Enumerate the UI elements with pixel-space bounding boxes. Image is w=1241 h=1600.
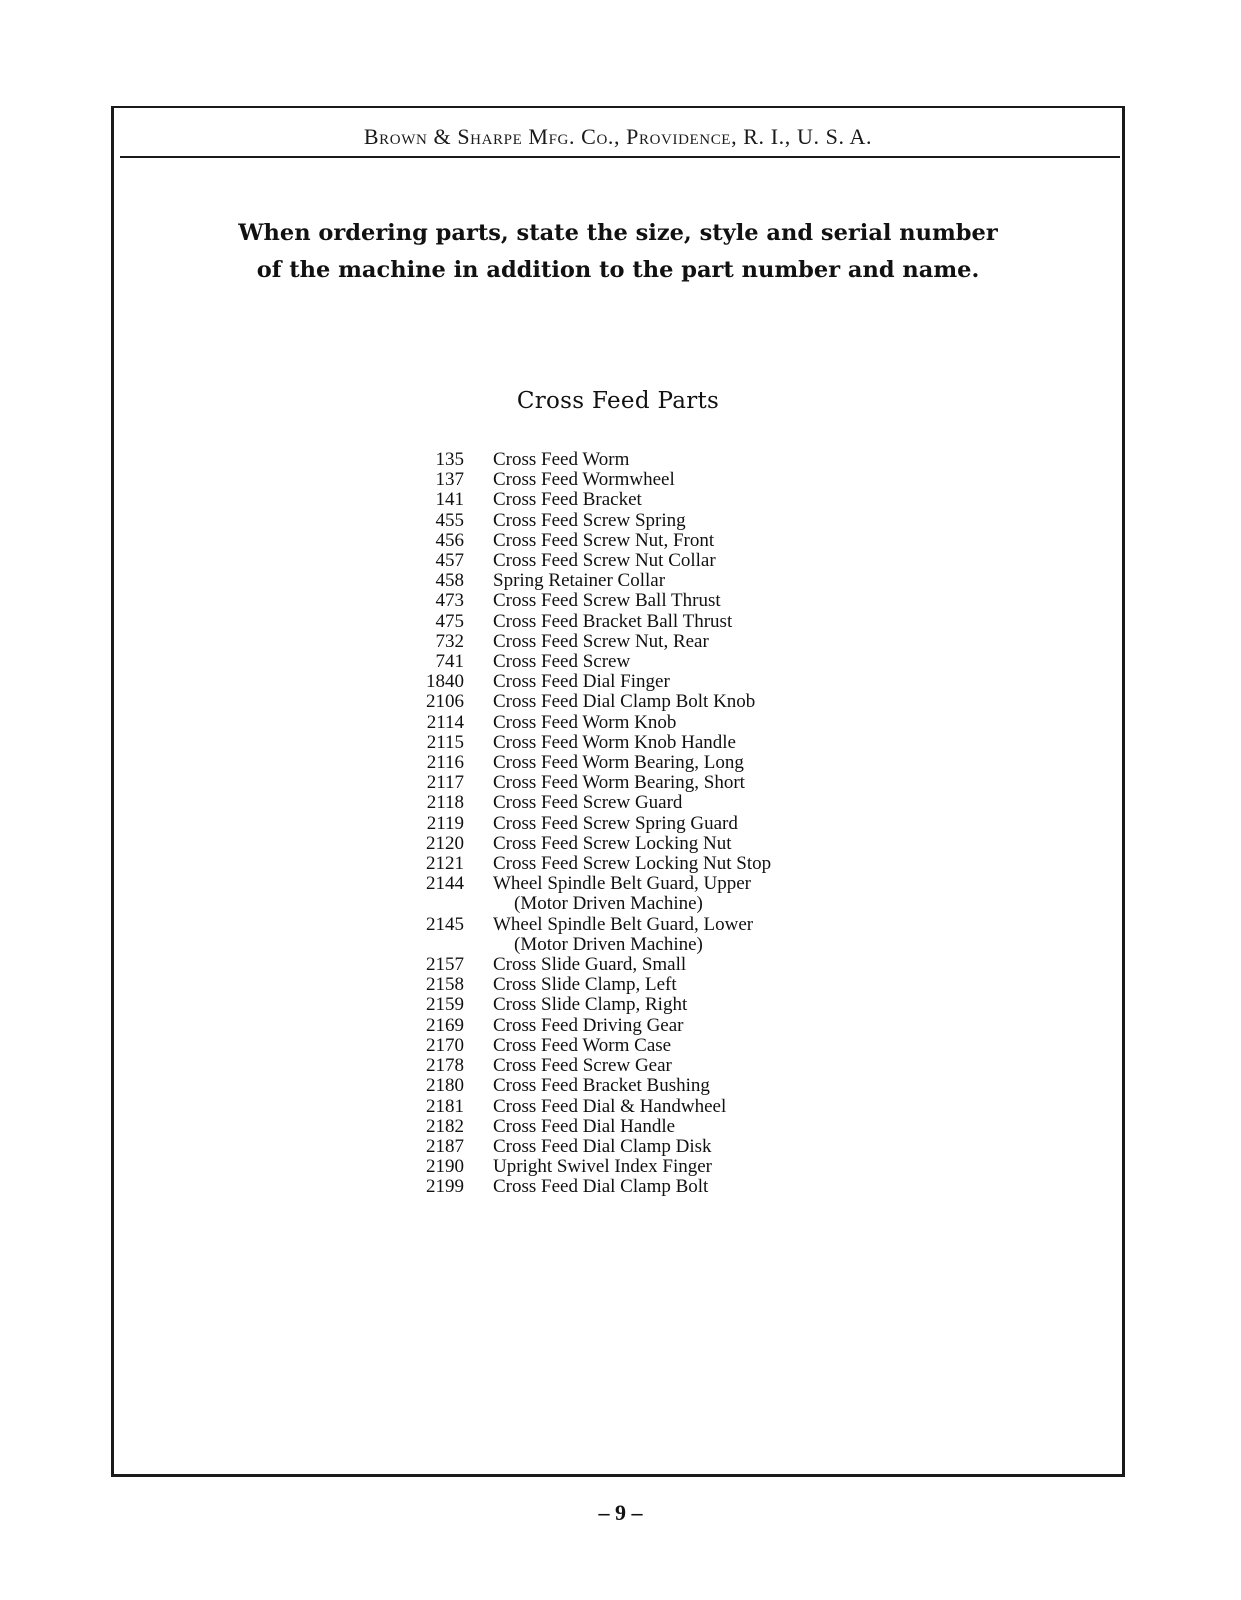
section-title: Cross Feed Parts: [516, 388, 720, 414]
part-number: 2106: [426, 691, 464, 713]
part-row: [404, 531, 924, 551]
part-number: 2178: [426, 1055, 464, 1077]
ordering-notice-line-1: When ordering parts, state the size, style and serial number: [238, 220, 998, 246]
part-number: 141: [435, 489, 464, 511]
part-row: [404, 672, 924, 692]
part-number: 2190: [426, 1156, 464, 1178]
part-row: [404, 975, 924, 995]
part-name: Cross Feed Screw Locking Nut: [493, 832, 732, 854]
part-description: [493, 713, 924, 733]
part-number: 2157: [426, 954, 464, 976]
part-number: 741: [435, 651, 464, 673]
part-number: 2119: [426, 812, 464, 834]
part-name: Cross Feed Screw Locking Nut Stop: [493, 853, 772, 875]
part-number: 2115: [426, 731, 464, 753]
part-name: Cross Feed Bracket Bushing: [493, 1075, 710, 1097]
part-number: 2169: [426, 1014, 464, 1036]
part-description: [493, 591, 924, 611]
part-description: [493, 733, 924, 753]
part-note: (Motor Driven Machine): [514, 893, 703, 915]
part-name: Cross Feed Worm: [493, 449, 630, 470]
part-name: Cross Feed Dial Handle: [493, 1115, 676, 1137]
page-number: – 9 –: [598, 1500, 643, 1525]
part-number: 1840: [426, 671, 464, 693]
part-row: [404, 1177, 924, 1197]
part-description: [493, 511, 924, 531]
part-row: [404, 854, 924, 874]
part-description: [493, 450, 924, 470]
part-row: [404, 450, 924, 470]
part-row: [404, 470, 924, 490]
part-name: Cross Feed Screw Nut Collar: [493, 550, 716, 572]
part-description: [493, 1117, 924, 1137]
part-name: Cross Feed Wormwheel: [493, 469, 675, 491]
part-name: Cross Feed Dial Finger: [493, 671, 670, 693]
part-name: Upright Swivel Index Finger: [493, 1156, 713, 1178]
part-number: 475: [435, 610, 464, 632]
part-name: Cross Feed Screw Nut, Front: [493, 529, 715, 551]
part-name: Cross Feed Worm Knob Handle: [493, 731, 736, 753]
part-number: 458: [435, 570, 464, 592]
part-name: Cross Feed Dial & Handwheel: [493, 1095, 727, 1117]
part-name: Cross Feed Screw Gear: [493, 1055, 672, 1077]
part-row: [404, 733, 924, 753]
part-row: [404, 1076, 924, 1096]
part-row: [404, 612, 924, 632]
part-name: Cross Slide Clamp, Right: [493, 994, 688, 1016]
part-number: 2114: [426, 711, 464, 733]
parts-list: [404, 450, 924, 1198]
part-row: [404, 773, 924, 793]
part-row: [404, 1137, 924, 1157]
part-number: 2118: [426, 792, 464, 814]
part-row: [404, 551, 924, 571]
part-number: 2145: [426, 913, 464, 935]
page-frame: [111, 106, 1125, 1477]
part-description: [493, 1016, 924, 1036]
part-description: [493, 793, 924, 813]
part-number: 2120: [426, 832, 464, 854]
part-row: [404, 814, 924, 834]
part-number: 135: [435, 449, 464, 470]
part-description: [493, 1076, 924, 1096]
part-name: Cross Feed Worm Bearing, Short: [493, 772, 745, 794]
part-row: [404, 632, 924, 652]
header-rule: [120, 156, 1120, 158]
part-description: [493, 874, 924, 914]
part-description: [493, 672, 924, 692]
part-number: 2144: [426, 873, 464, 895]
part-row: [404, 1016, 924, 1036]
part-number: 2158: [426, 974, 464, 996]
part-name: Cross Feed Screw: [493, 651, 631, 673]
part-description: [493, 470, 924, 490]
part-number: 2199: [426, 1176, 464, 1198]
part-number: 2182: [426, 1115, 464, 1137]
part-row: [404, 490, 924, 510]
part-description: [493, 975, 924, 995]
part-row: [404, 1157, 924, 1177]
part-row: [404, 793, 924, 813]
part-number: 2117: [426, 772, 464, 794]
part-row: [404, 834, 924, 854]
part-number: 732: [435, 630, 464, 652]
part-name: Cross Feed Bracket: [493, 489, 642, 511]
part-number: 457: [435, 550, 464, 572]
part-row: [404, 1117, 924, 1137]
part-row: [404, 753, 924, 773]
part-number: 2121: [426, 853, 464, 875]
part-number: 473: [435, 590, 464, 612]
part-number: 2187: [426, 1135, 464, 1157]
part-row: [404, 652, 924, 672]
running-header: Brown & Sharpe Mfg. Co., Providence, R. I., U. S. A.: [363, 124, 873, 149]
part-number: 137: [435, 469, 464, 491]
part-description: [493, 753, 924, 773]
part-description: [493, 551, 924, 571]
part-name: Cross Feed Screw Spring Guard: [493, 812, 738, 834]
part-description: [493, 1097, 924, 1117]
part-row: [404, 1097, 924, 1117]
part-description: [493, 854, 924, 874]
part-name: Wheel Spindle Belt Guard, Lower: [493, 913, 754, 935]
part-name: Cross Feed Screw Nut, Rear: [493, 630, 709, 652]
part-note: (Motor Driven Machine): [514, 933, 703, 955]
part-description: [493, 995, 924, 1015]
ordering-notice: [114, 215, 1122, 289]
part-number: 455: [435, 509, 464, 531]
part-description: [493, 531, 924, 551]
part-description: [493, 612, 924, 632]
part-description: [493, 652, 924, 672]
part-name: Spring Retainer Collar: [493, 570, 666, 592]
part-description: [493, 1137, 924, 1157]
part-name: Cross Feed Screw Spring: [493, 509, 686, 531]
part-description: [493, 955, 924, 975]
part-description: [493, 490, 924, 510]
part-description: [493, 1177, 924, 1197]
part-row: [404, 1036, 924, 1056]
part-row: [404, 571, 924, 591]
part-name: Cross Slide Guard, Small: [493, 954, 687, 976]
part-number: 2159: [426, 994, 464, 1016]
part-name: Cross Slide Clamp, Left: [493, 974, 677, 996]
part-description: [493, 632, 924, 652]
ordering-notice-line-2: of the machine in addition to the part number and name.: [256, 257, 980, 283]
part-number: 2170: [426, 1034, 464, 1056]
part-description: [493, 1056, 924, 1076]
part-row: [404, 955, 924, 975]
part-name: Cross Feed Dial Clamp Bolt Knob: [493, 691, 756, 713]
part-number: 2180: [426, 1075, 464, 1097]
part-name: Cross Feed Dial Clamp Bolt: [493, 1176, 709, 1198]
part-description: [493, 834, 924, 854]
part-number: 456: [435, 529, 464, 551]
part-name: Cross Feed Worm Bearing, Long: [493, 752, 744, 774]
part-description: [493, 1157, 924, 1177]
part-row: [404, 995, 924, 1015]
part-description: [493, 915, 924, 955]
part-description: [493, 692, 924, 712]
part-row: [404, 1056, 924, 1076]
part-number: 2116: [426, 752, 464, 774]
part-description: [493, 814, 924, 834]
part-row: [404, 874, 924, 914]
part-description: [493, 1036, 924, 1056]
part-name: Cross Feed Dial Clamp Disk: [493, 1135, 712, 1157]
part-row: [404, 591, 924, 611]
part-name: Wheel Spindle Belt Guard, Upper: [493, 873, 752, 895]
part-name: Cross Feed Worm Knob: [493, 711, 677, 733]
part-name: Cross Feed Screw Ball Thrust: [493, 590, 721, 612]
part-row: [404, 713, 924, 733]
part-description: [493, 571, 924, 591]
part-row: [404, 511, 924, 531]
part-name: Cross Feed Worm Case: [493, 1034, 672, 1056]
part-description: [493, 773, 924, 793]
part-row: [404, 692, 924, 712]
part-name: Cross Feed Screw Guard: [493, 792, 683, 814]
part-row: [404, 915, 924, 955]
part-number: 2181: [426, 1095, 464, 1117]
part-name: Cross Feed Bracket Ball Thrust: [493, 610, 733, 632]
part-name: Cross Feed Driving Gear: [493, 1014, 684, 1036]
